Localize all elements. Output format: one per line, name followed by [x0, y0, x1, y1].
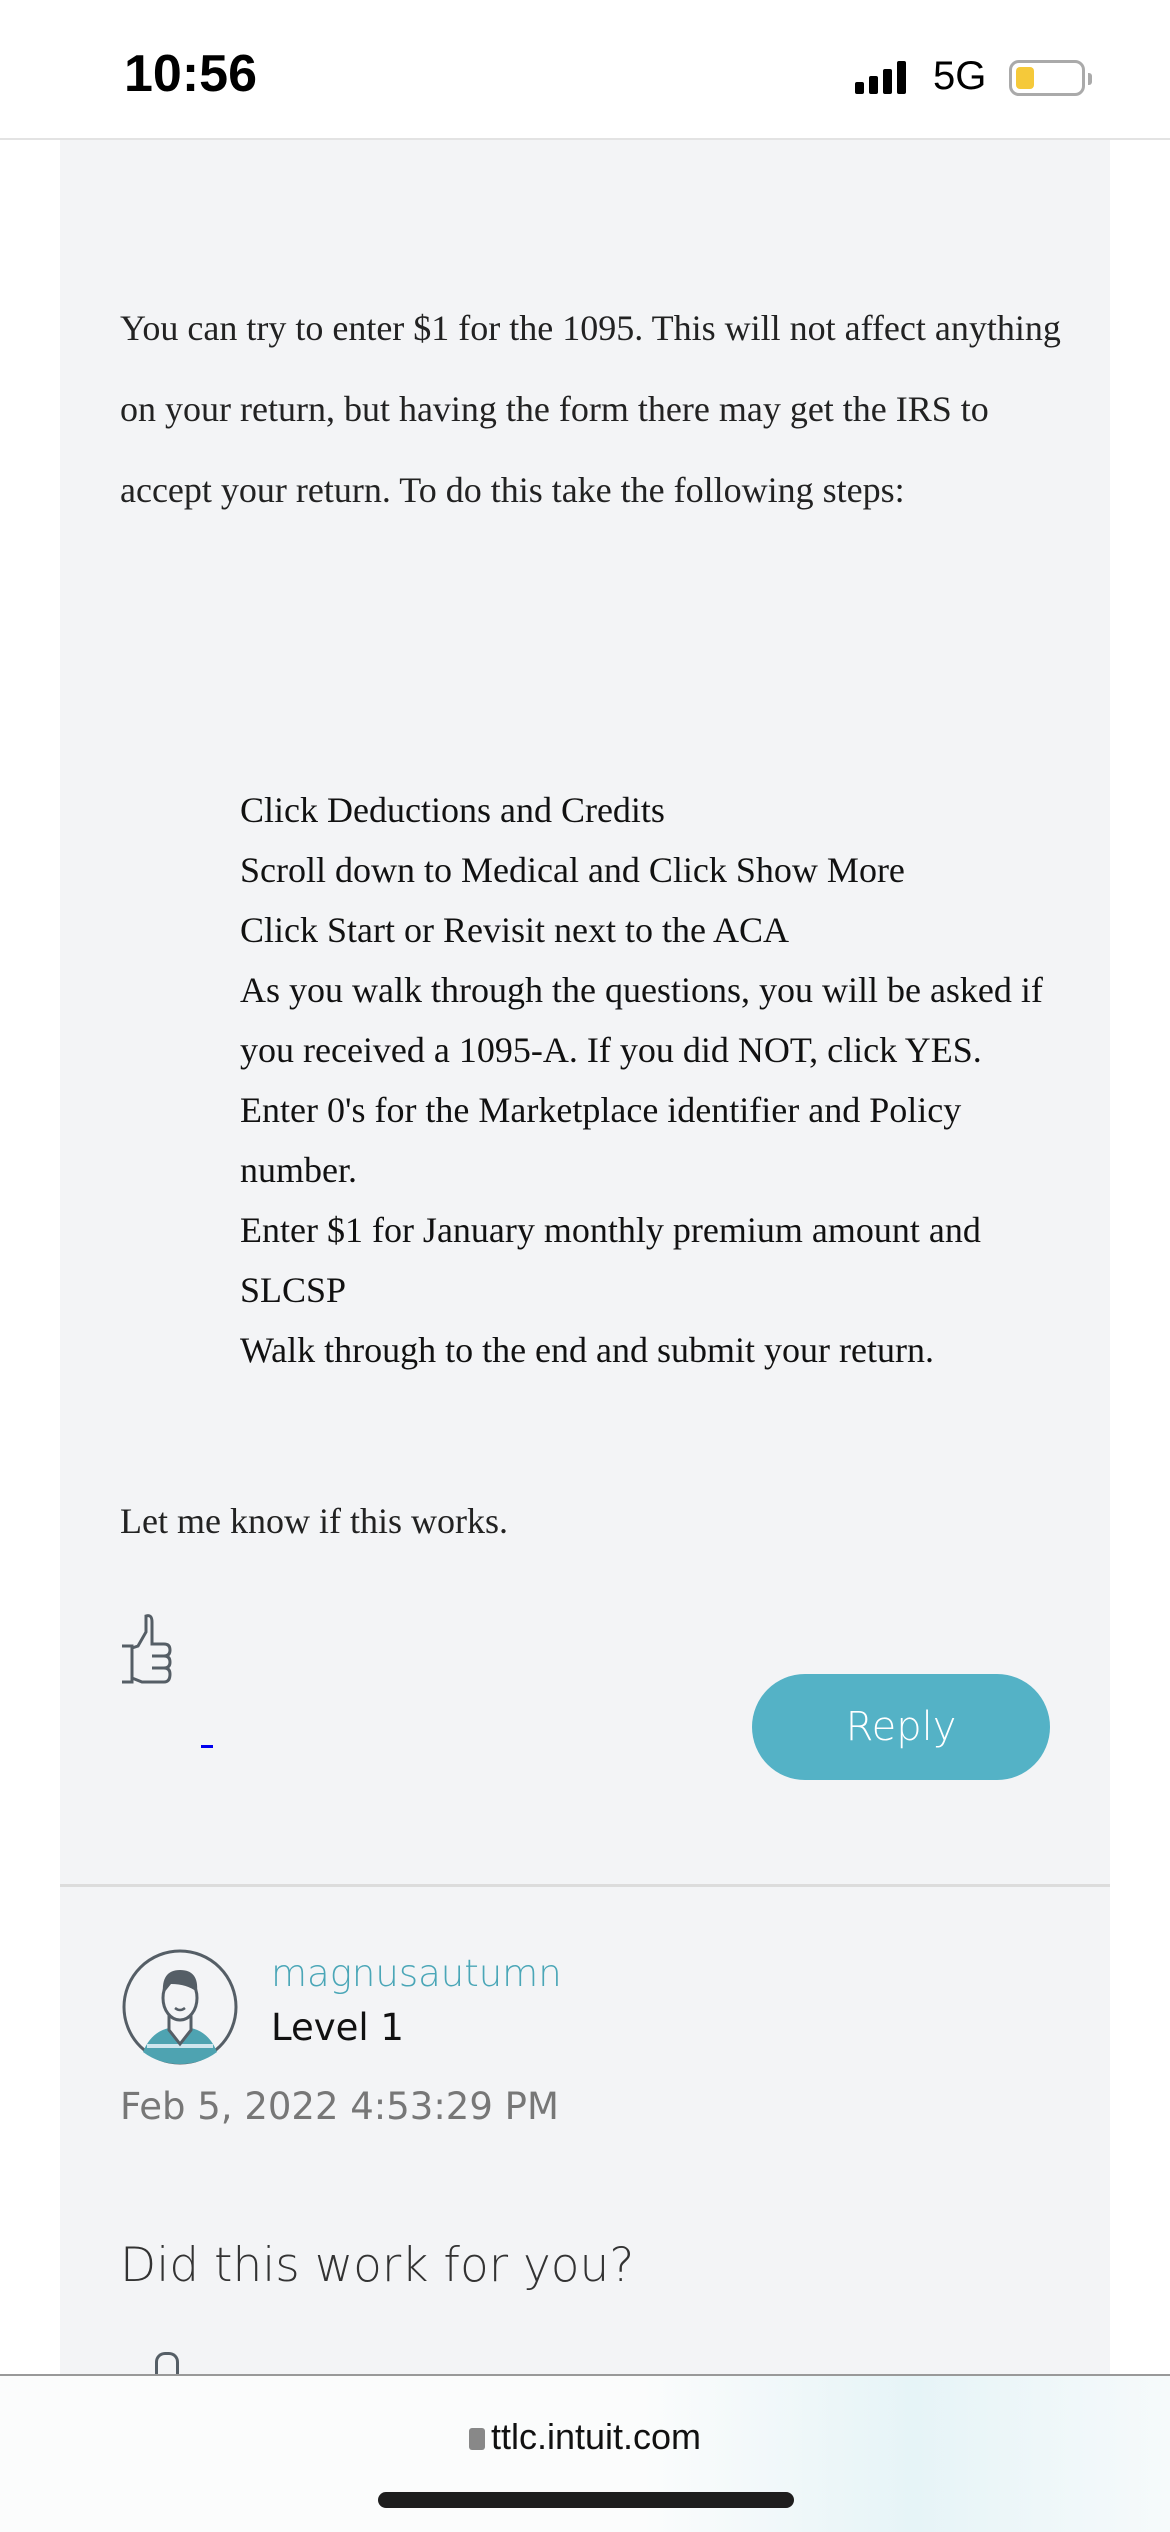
- step-item: Walk through to the end and submit your return.: [240, 1330, 934, 1370]
- step-item: Enter 0's for the Marketplace identifier and Policy number.: [240, 1090, 962, 1190]
- step-item: Click Start or Revisit next to the ACA: [240, 910, 789, 950]
- url-field[interactable]: [0, 2416, 1170, 2458]
- steps-list: [240, 780, 1080, 1380]
- feedback-question: Did this work for you?: [120, 2238, 635, 2293]
- clock: 10:56: [124, 45, 257, 103]
- post-date: Feb 5, 2022 4:53:29 PM: [120, 2085, 559, 2128]
- thumbs-up-icon[interactable]: [120, 1612, 202, 1684]
- link-dash[interactable]: [201, 1745, 213, 1748]
- reply-button[interactable]: Reply: [752, 1674, 1050, 1780]
- signal-icon: [855, 60, 906, 94]
- step-item: As you walk through the questions, you will be asked if you received a 1095-A. If you did NOT, click YES.: [240, 970, 1043, 1070]
- closing-text: Let me know if this works.: [120, 1501, 508, 1541]
- lock-icon: [469, 2428, 485, 2450]
- battery-icon: [1009, 60, 1085, 96]
- step-item: Click Deductions and Credits: [240, 790, 665, 830]
- username-link[interactable]: magnusautumn: [271, 1952, 562, 1995]
- status-bar: [0, 0, 1170, 140]
- avatar[interactable]: [121, 1948, 239, 2066]
- divider: [60, 1884, 1110, 1887]
- url-text: ttlc.intuit.com: [490, 2416, 702, 2457]
- step-item: Enter $1 for January monthly premium amount and SLCSP: [240, 1210, 981, 1310]
- step-item: Scroll down to Medical and Click Show More: [240, 850, 905, 890]
- browser-bar: [0, 2374, 1170, 2532]
- post-body: You can try to enter $1 for the 1095. This will not affect anything on your return, but having the form there may get the IRS to accept your return. To do this take the following steps:: [120, 308, 1061, 510]
- network-type: 5G: [933, 54, 987, 98]
- thumbs-up-icon[interactable]: [155, 2352, 179, 2374]
- home-indicator[interactable]: [378, 2492, 794, 2508]
- user-level: Level 1: [271, 2006, 404, 2049]
